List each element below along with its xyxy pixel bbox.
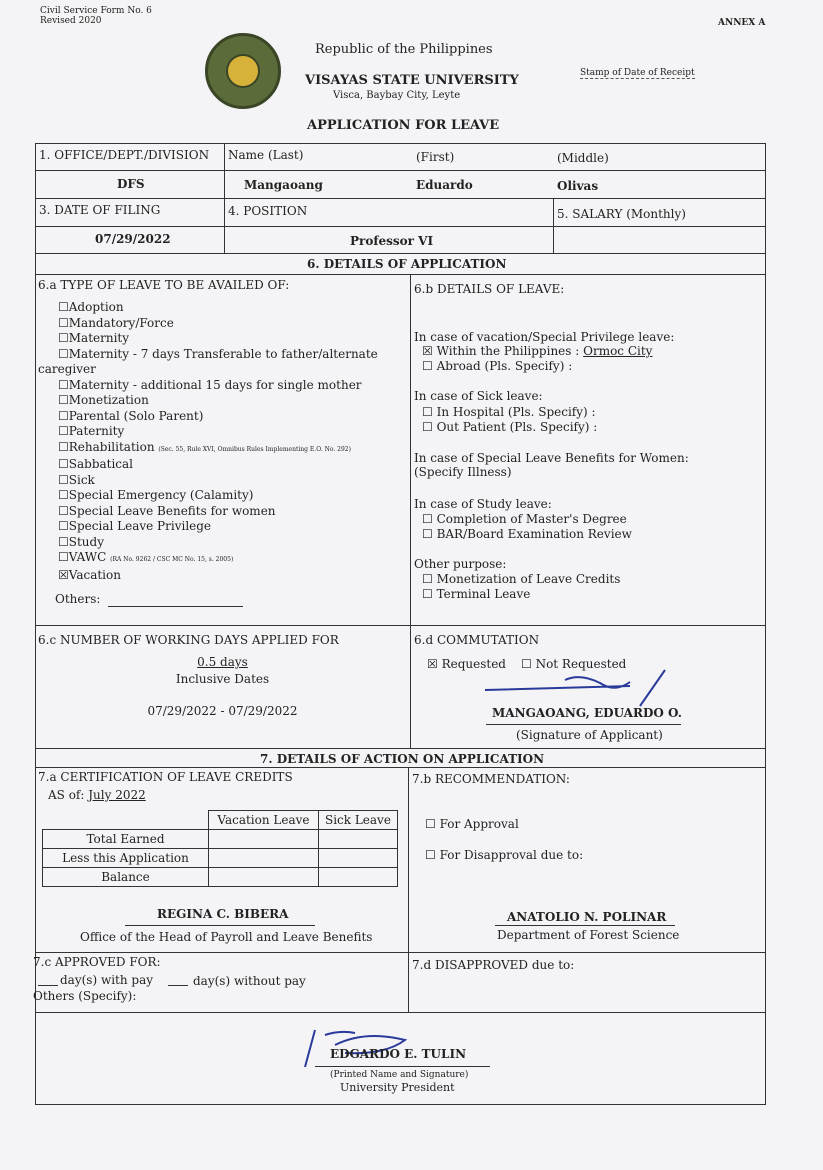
president-title: University President <box>340 1081 455 1094</box>
leave-option[interactable]: ☐Sabbatical <box>58 457 134 471</box>
masters-option[interactable]: ☐ Completion of Master's Degree <box>422 512 627 526</box>
others-field[interactable] <box>108 606 243 607</box>
university-name: VISAYAS STATE UNIVERSITY <box>305 73 519 88</box>
6a-title: 6.a TYPE OF LEAVE TO BE AVAILED OF: <box>38 278 290 292</box>
position-value: Professor VI <box>350 234 434 248</box>
leave-option-rehab[interactable] <box>38 440 408 458</box>
specify-illness: (Specify Illness) <box>414 465 512 479</box>
salary-label: 5. SALARY (Monthly) <box>557 207 686 221</box>
section-7-header: 7. DETAILS OF ACTION ON APPLICATION <box>260 752 545 766</box>
within-label: ☒ Within the Philippines : <box>422 344 580 358</box>
stamp-of-receipt: Stamp of Date of Receipt <box>580 68 695 78</box>
as-of <box>48 788 146 802</box>
applicant-signature-label: (Signature of Applicant) <box>516 728 663 742</box>
leave-option[interactable]: ☐Study <box>58 534 104 549</box>
leave-option[interactable]: ☐Maternity <box>58 331 130 345</box>
leave-option-vawc[interactable] <box>38 550 408 568</box>
7a-title: 7.a CERTIFICATION OF LEAVE CREDITS <box>38 770 293 784</box>
vawc-note: (RA No. 9262 / CSC MC No. 15, s. 2005) <box>110 556 234 563</box>
row-label: Less this Application <box>43 849 209 868</box>
7d-title: 7.d DISAPPROVED due to: <box>412 958 575 972</box>
recommender-name: ANATOLIO N. POLINAR <box>507 910 667 924</box>
republic: Republic of the Philippines <box>315 42 493 57</box>
certifier-office: Office of the Head of Payroll and Leave Benefits <box>80 930 373 944</box>
within-value: Ormoc City <box>583 344 653 358</box>
for-approval-option[interactable]: ☐ For Approval <box>425 817 519 831</box>
6d-title: 6.d COMMUTATION <box>414 633 540 647</box>
applicant-name: MANGAOANG, EDUARDO O. <box>492 706 682 720</box>
vacation-case: In case of vacation/Special Privilege leave: <box>414 330 675 344</box>
printed-name-label: (Printed Name and Signature) <box>330 1070 469 1080</box>
row-label: Total Earned <box>43 830 209 849</box>
applicant-signature-icon <box>480 668 670 708</box>
leave-option-vacation[interactable]: ☒Vacation <box>58 567 121 582</box>
without-pay: day(s) without pay <box>193 974 306 988</box>
rehab-label: ☐Rehabilitation <box>58 439 155 454</box>
leave-option[interactable]: ☐Maternity - 7 days Transferable to father/alternate <box>58 346 378 361</box>
leave-option[interactable]: ☐Parental (Solo Parent) <box>58 408 204 423</box>
monetization-option[interactable]: ☐ Monetization of Leave Credits <box>422 572 621 586</box>
leave-option[interactable]: ☐Sick <box>58 472 95 487</box>
leave-option[interactable]: ☐Adoption <box>58 300 124 314</box>
bar-option[interactable]: ☐ BAR/Board Examination Review <box>422 527 632 541</box>
annex: ANNEX A <box>718 18 766 28</box>
others-specify: Others (Specify): <box>33 989 137 1003</box>
leave-option[interactable]: ☐Special Emergency (Calamity) <box>58 488 254 502</box>
middle-name-value: Olivas <box>557 179 599 193</box>
as-of-label: AS of: <box>48 788 85 802</box>
name-last-label: Name (Last) <box>228 148 304 162</box>
first-name-value: Eduardo <box>416 178 473 192</box>
requested-option[interactable]: ☒ Requested <box>427 657 506 671</box>
table-row <box>43 868 398 887</box>
6c-title: 6.c NUMBER OF WORKING DAYS APPLIED FOR <box>38 633 339 647</box>
date-filing-label: 3. DATE OF FILING <box>39 203 161 217</box>
form-title: APPLICATION FOR LEAVE <box>307 118 500 133</box>
terminal-option[interactable]: ☐ Terminal Leave <box>422 587 531 601</box>
leave-option[interactable]: ☐Monetization <box>58 393 149 407</box>
recommender-dept: Department of Forest Science <box>497 928 680 942</box>
office-label: 1. OFFICE/DEPT./DIVISION <box>39 148 210 162</box>
7b-title: 7.b RECOMMENDATION: <box>412 772 570 786</box>
address: Visca, Baybay City, Leyte <box>333 90 461 101</box>
leave-option-cont: caregiver <box>38 362 96 376</box>
not-requested-option[interactable]: ☐ Not Requested <box>521 657 627 671</box>
last-name-value: Mangaoang <box>244 178 323 192</box>
col-sick: Sick Leave <box>318 811 397 830</box>
certifier-name: REGINA C. BIBERA <box>157 907 289 921</box>
working-days: 0.5 days <box>197 655 248 669</box>
out-patient-option[interactable]: ☐ Out Patient (Pls. Specify) : <box>422 420 598 434</box>
abroad-option[interactable]: ☐ Abroad (Pls. Specify) : <box>422 359 573 373</box>
position-label: 4. POSITION <box>228 204 308 218</box>
in-hospital-option[interactable]: ☐ In Hospital (Pls. Specify) : <box>422 405 596 419</box>
leave-option[interactable]: ☐Special Leave Privilege <box>58 519 212 533</box>
president-name: EDGARDO E. TULIN <box>330 1047 467 1061</box>
7c-title: 7.c APPROVED FOR: <box>33 955 161 969</box>
within-philippines[interactable] <box>422 344 652 358</box>
leave-option[interactable]: ☐Special Leave Benefits for women <box>58 503 276 518</box>
sick-case: In case of Sick leave: <box>414 389 543 403</box>
leave-option[interactable]: ☐Mandatory/Force <box>58 315 174 330</box>
rehab-note: (Sec. 55, Rule XVI, Omnibus Rules Implementing E.O. No. 292) <box>158 445 351 453</box>
university-seal-logo <box>205 33 281 109</box>
other-purpose: Other purpose: <box>414 557 507 571</box>
6b-title: 6.b DETAILS OF LEAVE: <box>414 282 565 296</box>
middle-label: (Middle) <box>557 151 609 165</box>
date-filing-value: 07/29/2022 <box>95 232 171 246</box>
revised: Revised 2020 <box>40 16 102 26</box>
row-label: Balance <box>43 868 209 887</box>
first-label: (First) <box>416 150 455 164</box>
with-pay: day(s) with pay <box>60 973 154 987</box>
col-vacation: Vacation Leave <box>209 811 319 830</box>
office-value: DFS <box>117 177 145 191</box>
inclusive-dates: 07/29/2022 - 07/29/2022 <box>147 704 298 718</box>
section-6-header: 6. DETAILS OF APPLICATION <box>307 257 507 271</box>
table-row <box>43 830 398 849</box>
inclusive-dates-label: Inclusive Dates <box>175 672 270 686</box>
form-no: Civil Service Form No. 6 <box>40 6 152 16</box>
leave-option[interactable]: ☐Paternity <box>58 424 125 438</box>
women-case: In case of Special Leave Benefits for Women: <box>414 451 689 465</box>
table-row <box>43 849 398 868</box>
leave-option[interactable]: ☐Maternity - additional 15 days for single mother <box>58 377 362 392</box>
vawc-label: ☐VAWC <box>58 550 107 564</box>
for-disapproval-option[interactable]: ☐ For Disapproval due to: <box>425 848 584 862</box>
study-case: In case of Study leave: <box>414 497 552 511</box>
as-of-value: July 2022 <box>88 788 146 802</box>
leave-credits-table <box>42 810 398 887</box>
leave-type-list <box>38 300 408 583</box>
form-number <box>40 6 152 26</box>
others-label: Others: <box>55 592 101 606</box>
